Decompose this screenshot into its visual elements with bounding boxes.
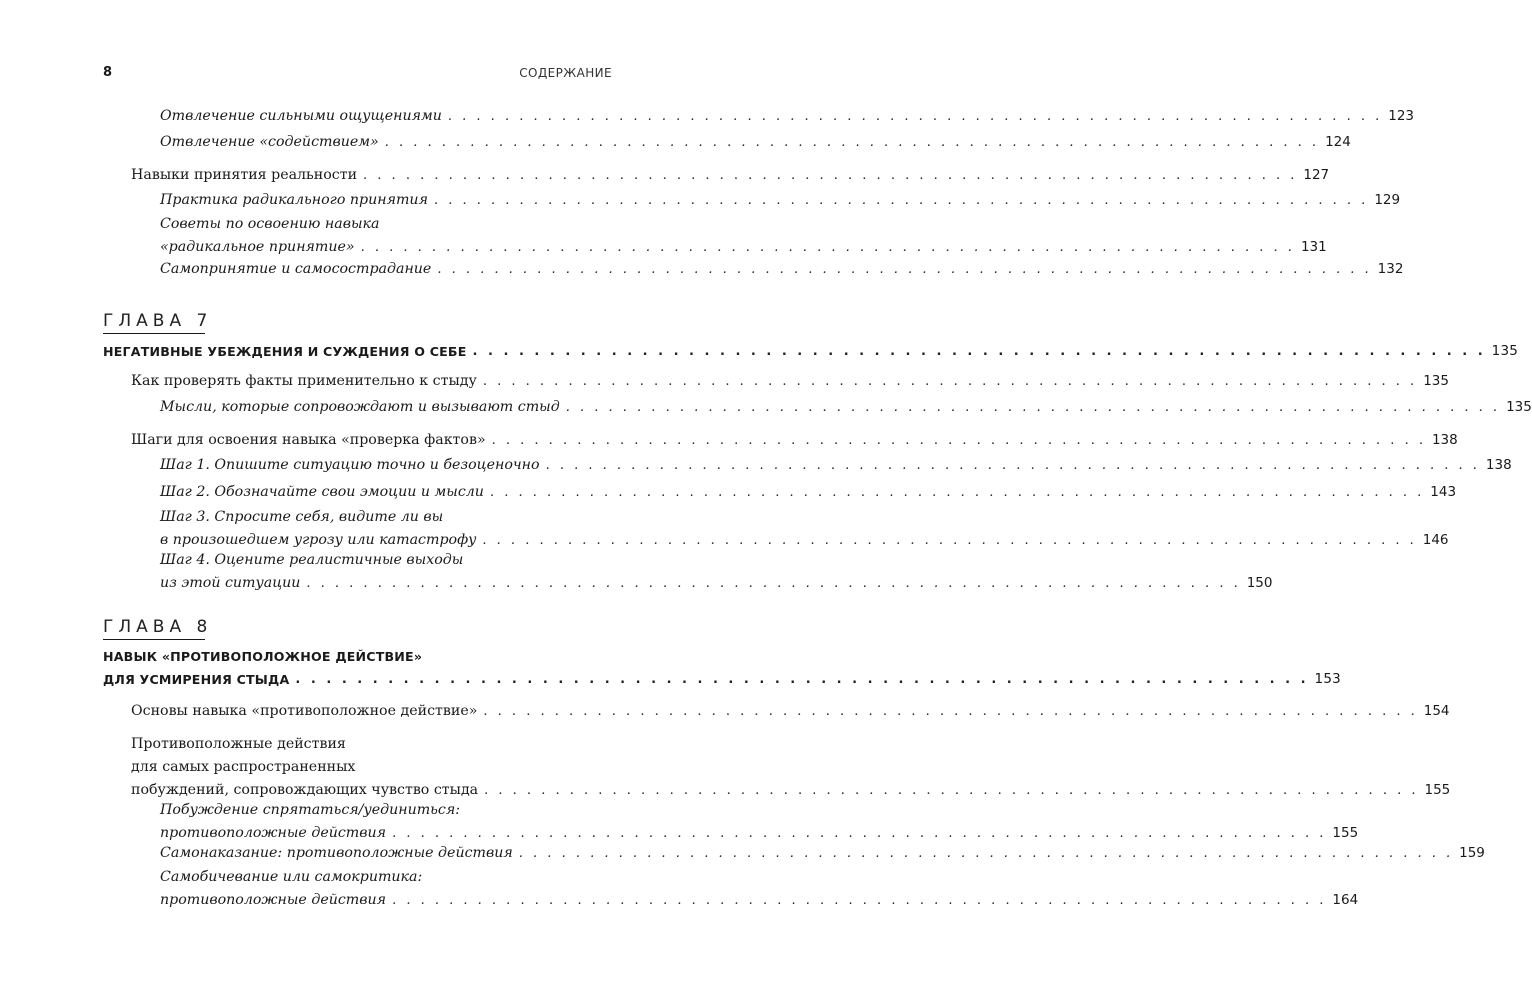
dot-leader: . . . . . . . . . . . . . . . . . . . . . . . . . . . . . . . . . . . . . . . . . . . . . . . . . . . . . . . . . . . . . . . . . . bbox=[384, 135, 1320, 150]
toc-entry bbox=[160, 131, 1351, 154]
toc-page-number: 138 bbox=[1431, 432, 1458, 448]
dot-leader: . . . . . . . . . . . . . . . . . . . . . . . . . . . . . . . . . . . . . . . . . . . . . . . . . . . . . . . . . . . . . . . . . . bbox=[482, 374, 1418, 389]
chapter-heading: ГЛАВА 8 bbox=[103, 617, 213, 637]
toc-entry bbox=[160, 454, 1512, 477]
toc-entry-title: Советы по освоению навыка bbox=[160, 216, 380, 232]
toc-entry bbox=[160, 799, 1359, 845]
toc-page-number: 131 bbox=[1300, 239, 1327, 255]
toc-entry-title-cont: побуждений, сопровождающих чувство стыда bbox=[131, 782, 479, 798]
toc-entry-title: Как проверять факты применительно к стыду bbox=[131, 373, 477, 389]
toc-entry bbox=[160, 189, 1401, 212]
toc-page-number: 127 bbox=[1303, 167, 1330, 183]
toc-entry-title-cont: «радикальное принятие» bbox=[160, 239, 355, 255]
dot-leader: . . . . . . . . . . . . . . . . . . . . . . . . . . . . . . . . . . . . . . . . . . . . . . . . . . . . . . . . . . . . . . . . . . bbox=[392, 893, 1327, 908]
toc-entry-title-cont: в произошедшем угрозу или катастрофу bbox=[160, 532, 477, 548]
toc-entry-title-cont: противоположные действия bbox=[160, 825, 387, 841]
toc-entry-title-cont: из этой ситуации bbox=[160, 575, 301, 591]
toc-entry bbox=[160, 549, 1273, 595]
toc-page-number: 124 bbox=[1325, 134, 1351, 150]
toc-entry bbox=[160, 506, 1449, 552]
toc-entry-title: Основы навыка «противоположное действие» bbox=[131, 703, 478, 719]
toc-page-number: 123 bbox=[1388, 108, 1415, 124]
dot-leader: . . . . . . . . . . . . . . . . . . . . . . . . . . . . . . . . . . . . . . . . . . . . . . . . . . . . . . . . . . . . . . . . . . bbox=[484, 783, 1419, 798]
toc-page-number: 138 bbox=[1485, 457, 1512, 473]
toc-entry bbox=[160, 481, 1457, 504]
chapter-rule bbox=[103, 639, 205, 640]
toc-page-number: 129 bbox=[1374, 192, 1401, 208]
dot-leader: . . . . . . . . . . . . . . . . . . . . . . . . . . . . . . . . . . . . . . . . . . . . . . . . . . . . . . . . . . . . . . . . . . bbox=[545, 458, 1480, 473]
toc-page-number: 164 bbox=[1332, 892, 1359, 908]
running-title: СОДЕРЖАНИЕ bbox=[519, 66, 612, 80]
toc-page-number: 135 bbox=[1506, 399, 1532, 415]
toc-entry-title: Самонаказание: противоположные действия bbox=[160, 845, 513, 861]
toc-entry-title: Шаг 2. Обозначайте свои эмоции и мысли bbox=[160, 484, 484, 500]
toc-entry-title: Самопринятие и самосострадание bbox=[160, 261, 432, 277]
toc-entry-title: Шаг 1. Опишите ситуацию точно и безоценочно bbox=[160, 457, 540, 473]
toc-page-number: 159 bbox=[1459, 845, 1485, 861]
toc-entry-title: НЕГАТИВНЫЕ УБЕЖДЕНИЯ И СУЖДЕНИЯ О СЕБЕ bbox=[103, 344, 467, 359]
toc-entry bbox=[131, 164, 1330, 187]
toc-entry-title: Мысли, которые сопровождают и вызывают стыд bbox=[160, 399, 560, 415]
toc-entry bbox=[160, 258, 1404, 281]
toc-page-number: 143 bbox=[1430, 484, 1457, 500]
toc-entry-title: Противоположные действия bbox=[131, 736, 346, 752]
page-number: 8 bbox=[103, 65, 113, 80]
dot-leader: . . . . . . . . . . . . . . . . . . . . . . . . . . . . . . . . . . . . . . . . . . . . . . . . . . . . . . . . . . . . . . . . . . bbox=[433, 193, 1369, 208]
toc-entry-title-cont: ДЛЯ УСМИРЕНИЯ СТЫДА bbox=[103, 672, 290, 687]
toc-page-number: 146 bbox=[1422, 532, 1449, 548]
toc-page-number: 153 bbox=[1314, 671, 1341, 687]
toc-entry bbox=[160, 213, 1327, 259]
chapter-heading: ГЛАВА 7 bbox=[103, 311, 213, 331]
toc-entry bbox=[131, 700, 1450, 723]
toc-entry bbox=[131, 429, 1458, 452]
toc-entry-title: НАВЫК «ПРОТИВОПОЛОЖНОЕ ДЕЙСТВИЕ» bbox=[103, 649, 423, 664]
toc-page-number: 132 bbox=[1377, 261, 1404, 277]
chapter-rule bbox=[103, 333, 205, 334]
toc-entry-title: Побуждение спрятаться/уединиться: bbox=[160, 802, 461, 818]
toc-entry-title: Навыки принятия реальности bbox=[131, 167, 358, 183]
toc-entry bbox=[160, 842, 1485, 865]
dot-leader: . . . . . . . . . . . . . . . . . . . . . . . . . . . . . . . . . . . . . . . . . . . . . . . . . . . . . . . . . . . . . . . . . . bbox=[565, 400, 1501, 415]
toc-entry bbox=[160, 866, 1359, 912]
dot-leader: . . . . . . . . . . . . . . . . . . . . . . . . . . . . . . . . . . . . . . . . . . . . . . . . . . . . . . . . . . . . . . . . . . bbox=[483, 704, 1418, 719]
toc-entry-title: Отвлечение «содействием» bbox=[160, 134, 379, 150]
toc-entry-title: Шаги для освоения навыка «проверка фактов» bbox=[131, 432, 486, 448]
dot-leader: . . . . . . . . . . . . . . . . . . . . . . . . . . . . . . . . . . . . . . . . . . . . . . . . . . . . . . . . . . . . . . . . . . bbox=[447, 109, 1383, 124]
toc-page-number: 155 bbox=[1332, 825, 1359, 841]
toc-page-number: 154 bbox=[1423, 703, 1450, 719]
toc-entry bbox=[103, 645, 1341, 691]
dot-leader: . . . . . . . . . . . . . . . . . . . . . . . . . . . . . . . . . . . . . . . . . . . . . . . . . . . . . . . . . . . . . . . . . . bbox=[482, 533, 1417, 548]
toc-entry bbox=[103, 340, 1519, 363]
toc-entry bbox=[160, 396, 1532, 419]
dot-leader: . . . . . . . . . . . . . . . . . . . . . . . . . . . . . . . . . . . . . . . . . . . . . . . . . . . . . . . . . . . . . . . . . . bbox=[437, 262, 1372, 277]
dot-leader: . . . . . . . . . . . . . . . . . . . . . . . . . . . . . . . . . . . . . . . . . . . . . . . . . . . . . . . . . . . . . . . . . . bbox=[306, 576, 1241, 591]
toc-entry bbox=[160, 105, 1415, 128]
toc-page-number: 135 bbox=[1491, 343, 1519, 359]
dot-leader: . . . . . . . . . . . . . . . . . . . . . . . . . . . . . . . . . . . . . . . . . . . . . . . . . . . . . . . . . . . . . . . . . . bbox=[518, 846, 1454, 861]
toc-entry-title: Практика радикального принятия bbox=[160, 192, 428, 208]
toc-page-number: 150 bbox=[1246, 575, 1273, 591]
dot-leader: . . . . . . . . . . . . . . . . . . . . . . . . . . . . . . . . . . . . . . . . . . . . . . . . . . . . . . . . . . . . . . . . . . bbox=[472, 344, 1486, 359]
toc-entry-title-cont: противоположные действия bbox=[160, 892, 387, 908]
toc-page-number: 155 bbox=[1424, 782, 1451, 798]
dot-leader: . . . . . . . . . . . . . . . . . . . . . . . . . . . . . . . . . . . . . . . . . . . . . . . . . . . . . . . . . . . . . . . . . . bbox=[360, 240, 1295, 255]
dot-leader: . . . . . . . . . . . . . . . . . . . . . . . . . . . . . . . . . . . . . . . . . . . . . . . . . . . . . . . . . . . . . . . . . . bbox=[489, 485, 1425, 500]
dot-leader: . . . . . . . . . . . . . . . . . . . . . . . . . . . . . . . . . . . . . . . . . . . . . . . . . . . . . . . . . . . . . . . . . . bbox=[392, 826, 1327, 841]
toc-entry-title: Отвлечение сильными ощущениями bbox=[160, 108, 442, 124]
toc-entry-title: Самобичевание или самокритика: bbox=[160, 869, 423, 885]
dot-leader: . . . . . . . . . . . . . . . . . . . . . . . . . . . . . . . . . . . . . . . . . . . . . . . . . . . . . . . . . . . . . . . . . . bbox=[295, 672, 1309, 687]
dot-leader: . . . . . . . . . . . . . . . . . . . . . . . . . . . . . . . . . . . . . . . . . . . . . . . . . . . . . . . . . . . . . . . . . . bbox=[363, 168, 1298, 183]
toc-page-number: 135 bbox=[1423, 373, 1449, 389]
toc-entry-title-cont: для самых распространенных bbox=[131, 759, 356, 775]
toc-entry bbox=[131, 370, 1449, 393]
toc-entry-title: Шаг 3. Спросите себя, видите ли вы bbox=[160, 509, 444, 525]
dot-leader: . . . . . . . . . . . . . . . . . . . . . . . . . . . . . . . . . . . . . . . . . . . . . . . . . . . . . . . . . . . . . . . . . . bbox=[491, 433, 1426, 448]
toc-entry bbox=[131, 733, 1451, 802]
toc-entry-title: Шаг 4. Оцените реалистичные выходы bbox=[160, 552, 464, 568]
